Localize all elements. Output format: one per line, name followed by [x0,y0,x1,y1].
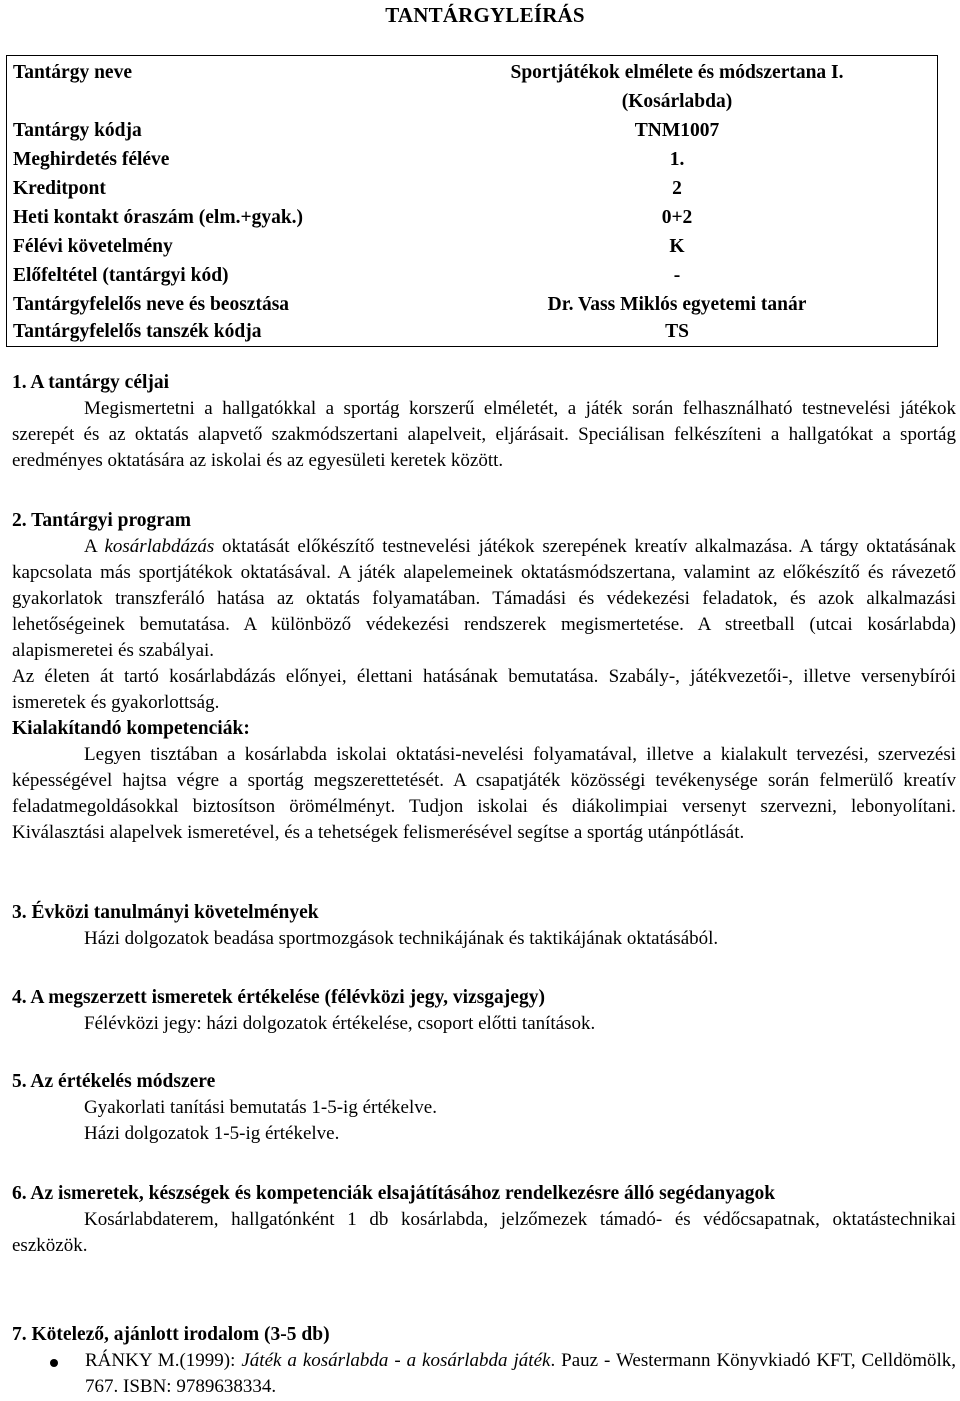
section-goals [12,370,956,474]
reference-author: RÁNKY M.(1999): [85,1350,242,1371]
row-label: Tantárgyfelelős tanszék kódja [13,321,262,342]
section-heading: 3. Évközi tanulmányi követelmények [12,902,319,923]
row-value: TNM1007 [634,120,720,141]
section-literature [12,1322,956,1400]
row-value: 1. [669,149,685,170]
literature-list [12,1348,956,1400]
row-label: Meghirdetés féléve [13,149,170,170]
section-heading: 7. Kötelező, ajánlott irodalom (3-5 db) [12,1324,330,1345]
method-line-1: Gyakorlati tanítási bemutatás 1-5-ig értékelve. [84,1097,437,1118]
program-text-rest: oktatását előkészítő testnevelési játékok szerepének kreatív alkalmazása. A tárgy oktatásának kapcsolata más sportjátékok oktatásával. A játék alapelemeinek oktatásmódszertana, valamint az előkészítő és rávezető gyakorlatok transzferáló hatása az oktatás folyamatában. Támadási és védekezési feladatok, és azok alkalmazási lehetőségeinek bemutatása. A különböző védekezési rendszerek megismertetése. A streetball (utcai kosárlabda) alapismeretei és szabályai. [12,536,956,661]
row-label: Tantárgyfelelős neve és beosztása [13,294,290,315]
section-evaluation [12,985,956,1037]
row-label: Kreditpont [13,178,106,199]
section-requirements [12,900,956,952]
row-value-continued: (Kosárlabda) [621,91,733,112]
section-program [12,508,956,846]
section-body: Félévközi jegy: házi dolgozatok értékelése, csoport előtti tanítások. [84,1013,596,1034]
section-body-2: Az életen át tartó kosárlabdázás előnyei, élettani hatásának bemutatása. Szabály-, játékvezetői-, illetve versenybírói ismeretek és gyakorlottság. [12,666,956,713]
row-value: 2 [672,178,682,199]
row-value: - [673,265,681,286]
competencies-heading: Kialakítandó kompetenciák: [12,718,250,739]
row-label: Félévi követelmény [13,236,173,257]
row-value: Sportjátékok elmélete és módszertana I. [510,62,844,83]
section-materials [12,1181,956,1259]
row-label: Előfeltétel (tantárgyi kód) [13,265,229,286]
row-label: Heti kontakt óraszám (elm.+gyak.) [13,207,304,228]
row-value: K [669,236,685,257]
section-body: Megismertetni a hallgatókkal a sportág korszerű elméletét, a játék során felhasználható testnevelési játékok szerepét és az oktatás alapvető szakmódszertani alapelveit, eljárásait. Speciálisan felkészíteni a hallgatókat a sportág eredményes oktatására az iskolai és az egyesületi keretek között. [12,398,956,471]
list-item [12,1348,956,1400]
reference-title: Játék a kosárlabda - a kosárlabda játék [241,1350,551,1371]
course-info-table [6,55,938,347]
section-body: Házi dolgozatok beadása sportmozgások technikájának és taktikájának oktatásából. [84,928,719,949]
row-label: Tantárgy neve [13,62,132,83]
section-heading: 5. Az értékelés módszere [12,1071,216,1092]
section-body: Kosárlabdaterem, hallgatónként 1 db kosárlabda, jelzőmezek támadó- és védőcsapatnak, oktatástechnikai eszközök. [12,1209,956,1256]
row-label: Tantárgy kódja [13,120,142,141]
section-method [12,1069,956,1147]
row-value: 0+2 [661,207,693,228]
reference-details: . Pauz - Westermann Könyvkiadó KFT, Celldömölk, 767. ISBN: 9789638334. [85,1350,957,1397]
section-heading: 1. A tantárgy céljai [12,372,170,393]
bullet-icon [50,1359,58,1367]
section-heading: 2. Tantárgyi program [12,510,191,531]
section-heading: 6. Az ismeretek, készségek és kompetenciák elsajátításához rendelkezésre álló segédanyagok [12,1183,776,1204]
program-emphasis: kosárlabdázás [104,536,215,557]
competencies-body: Legyen tisztában a kosárlabda iskolai oktatási-nevelési folyamatával, illetve a kialakult tervezési, szervezési képességével hajtsa végre a sportág megszerettetését. A csapatjáték közösségi tevékenysége során felmerülő kreatív feladatmegoldásokkal biztosítson örömélményt. Tudjon iskolai és diákolimpiai versenyt szervezni, lebonyolítani. Kiválasztási alapelvek ismeretével, és a tehetségek felismerésével segítse a sportág utánpótlását. [12,744,956,843]
section-body [12,534,956,664]
row-value: TS [665,321,689,342]
page-title: TANTÁRGYLEÍRÁS [385,3,585,27]
program-text-start: A [84,536,105,557]
section-heading: 4. A megszerzett ismeretek értékelése (félévközi jegy, vizsgajegy) [12,987,545,1008]
row-value: Dr. Vass Miklós egyetemi tanár [547,294,807,315]
method-line-2: Házi dolgozatok 1-5-ig értékelve. [84,1123,340,1144]
